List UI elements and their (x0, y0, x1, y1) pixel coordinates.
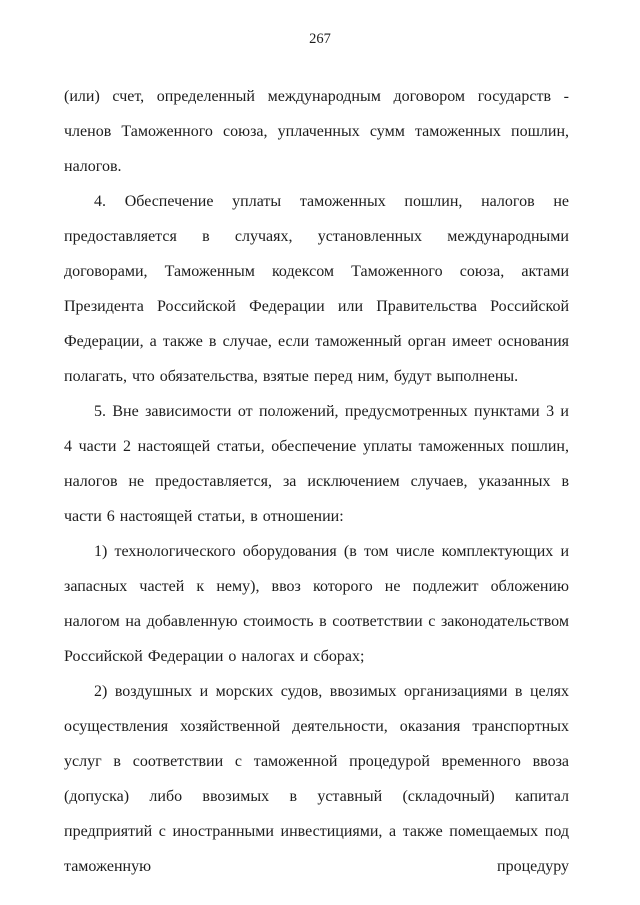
text-block (64, 79, 569, 884)
paragraph: 4. Обеспечение уплаты таможенных пошлин, налогов не предоставляется в случаях, установленных международными договорами, Таможенным кодексом Таможенного союза, актами Президента Российской Федерации или Правительства Российской Федерации, а также в случае, если таможенный орган имеет основания полагать, что обязательства, взятые перед ним, будут выполнены. (64, 193, 569, 385)
paragraph: 1) технологического оборудования (в том числе комплектующих и запасных частей к нему), ввоз которого не подлежит обложению налогом на добавленную стоимость в соответствии с законодательством Российской Федерации о налогах и сборах; (64, 543, 569, 665)
page-number: 267 (309, 31, 331, 47)
paragraph: 2) воздушных и морских судов, ввозимых организациями в целях осуществления хозяйственной деятельности, оказания транспортных услуг в соответствии с таможенной процедурой временного ввоза (допуска) либо ввозимых в уставный (складочный) капитал предприятий с иностранными инвестициями, а также помещаемых под таможенную процедуру (64, 683, 569, 875)
paragraph: (или) счет, определенный международным договором государств - членов Таможенного союза, уплаченных сумм таможенных пошлин, налогов. (64, 88, 569, 175)
paragraph: 5. Вне зависимости от положений, предусмотренных пунктами 3 и 4 части 2 настоящей статьи, обеспечение уплаты таможенных пошлин, налогов не предоставляется, за исключением случаев, указанных в части 6 настоящей статьи, в отношении: (64, 403, 569, 525)
